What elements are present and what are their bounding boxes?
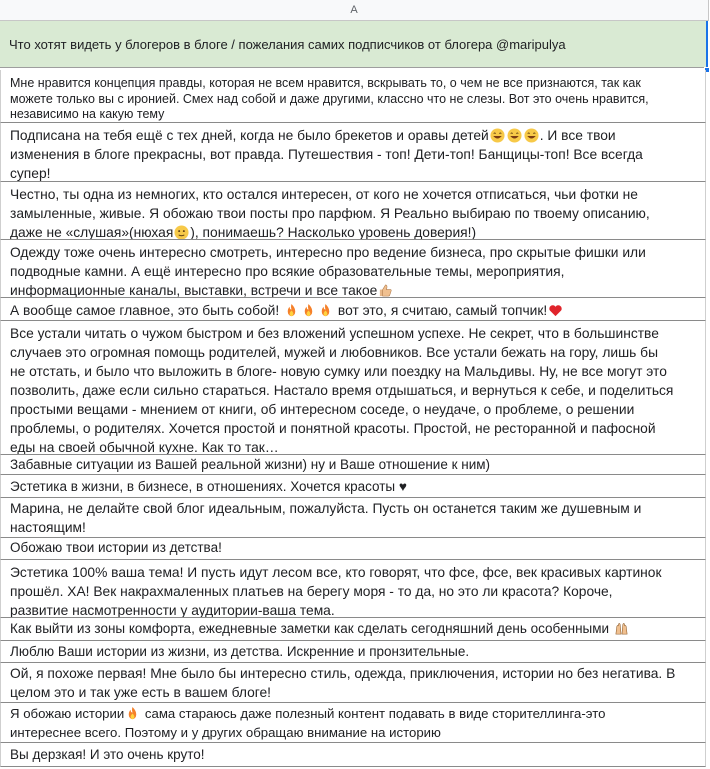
cell-text: Подписана на тебя ещё с тех дней, когда не было брекетов и оравы детей . И все твои изменения в блоге прекрасны, вот правда. Путешествия - топ! Дети-топ! Банщицы-топ! Все всегда супер! [10, 128, 643, 181]
table-row[interactable] [0, 182, 706, 240]
red-heart-icon [548, 303, 563, 318]
table-row[interactable] [0, 298, 706, 321]
cell-text: Люблю Ваши истории из жизни, из детства. Искренние и пронзительные. [10, 644, 470, 659]
table-row[interactable] [0, 240, 706, 298]
table-row[interactable] [0, 663, 706, 703]
cell-text: Как выйти из зоны комфорта, ежедневные заметки как сделать сегодняшний день особенными [10, 621, 696, 637]
cell-text: А вообще самое главное, это быть собой! вот это, я считаю, самый топчик! [10, 301, 696, 320]
table-row[interactable] [0, 538, 706, 560]
cell-text: Марина, не делайте свой блог идеальным, пожалуйста. Пусть он останется таким же душевным и настоящим! [10, 501, 642, 535]
grinning-sweat-icon [524, 128, 539, 143]
header-cell[interactable]: Что хотят видеть у блогеров в блоге / пожелания самих подписчиков от блогера @maripulya [0, 21, 706, 68]
table-row[interactable] [0, 560, 706, 618]
cell-text: Вы дерзкая! И это очень круто! [10, 747, 205, 762]
selection-border [706, 21, 708, 69]
fire-icon [318, 303, 333, 318]
thumbs-up-icon [378, 283, 393, 298]
table-row[interactable] [0, 123, 706, 182]
grinning-sweat-icon [490, 128, 505, 143]
table-row[interactable] [0, 743, 706, 767]
raised-hands-icon [614, 621, 629, 636]
cell-text: Мне нравится концепция правды, которая не всем нравится, вскрывать то, о чем не все признаются, так как можете только вы с иронией. Смех над собой и даже другими, классно что не слезы. Вот это очень нравится, независимо на какую тему [10, 76, 649, 121]
cell-text: Забавные ситуации из Вашей реальной жизни) ну и Ваше отношение к ним) [10, 457, 491, 472]
fire-icon [125, 706, 140, 721]
table-row[interactable] [0, 455, 706, 475]
cell-text: Эстетика 100% ваша тема! И пусть идут лесом все, кто говорят, что фсе, фсе, век красивых картинок прошёл. ХА! Век накрахмаленных платьев на берегу моря - то да, но это ли красота? Короче, развитие насмотренности у аудитории-ваша тема. [10, 565, 662, 618]
cell-text: Эстетика в жизни, в бизнесе, в отношениях. Хочется красоты ♥ [10, 479, 407, 494]
table-row[interactable] [0, 70, 706, 123]
column-header-a[interactable]: A [0, 0, 709, 21]
cell-text: Все устали читать о чужом быстром и без вложений успешном успехе. Не секрет, что в большинстве случаев это огромная помощь родителей, мужей и любовников. Все устали бежать на гору, лишь бы не отстать, и было что выложить в блоге- новую сумку или поездку на Мальдивы. Ну, не все могут это позволить, даже если сильно стараться. Настало время отдышаться, и вернуться к себе, и поделиться простыми вещами - мнением от книги, об интересном соседе, о неудаче, о проблеме, о решении проблемы, о родителях. Хочется простой и понятной красоты. Простой, не ресторанной и пафосной еды на своей обычной кухне. Как то так… [10, 326, 674, 455]
cell-text: Ой, я похоже первая! Мне было бы интересно стиль, одежда, приключения, истории но без негатива. В целом это и так уже есть в вашем блоге! [10, 666, 676, 700]
table-row[interactable] [0, 703, 706, 743]
cell-text: Одежду тоже очень интересно смотреть, интересно про ведение бизнеса, про скрытые фишки или подводные камни. А ещё интересно про всякие образовательные темы, мероприятия, информационные каналы, выставки, встречи и все такое [10, 245, 646, 298]
table-row[interactable] [0, 618, 706, 641]
table-row[interactable] [0, 321, 706, 455]
grinning-sweat-icon [507, 128, 522, 143]
cell-text: Обожаю твои истории из детства! [10, 540, 222, 555]
cell-text: Я обожаю истории сама стараюсь даже полезный контент подавать в виде сторителлинга-это интереснее всего. Поэтому и у других обращаю внимание на историю [10, 706, 606, 740]
table-row[interactable] [0, 641, 706, 663]
table-row[interactable] [0, 498, 706, 538]
fire-icon [284, 303, 299, 318]
fire-icon [301, 303, 316, 318]
table-row[interactable] [0, 475, 706, 498]
face-icon [174, 225, 189, 240]
cell-text: Честно, ты одна из немногих, кто остался интересен, от кого не хочется отписаться, чьи фотки не замыленные, живые. Я обожаю твои посты про парфюм. Я Реально выбираю по твоему описанию, даже не «слушая»(нюхая ), понимаешь? Насколько уровень доверия!) [10, 187, 650, 240]
